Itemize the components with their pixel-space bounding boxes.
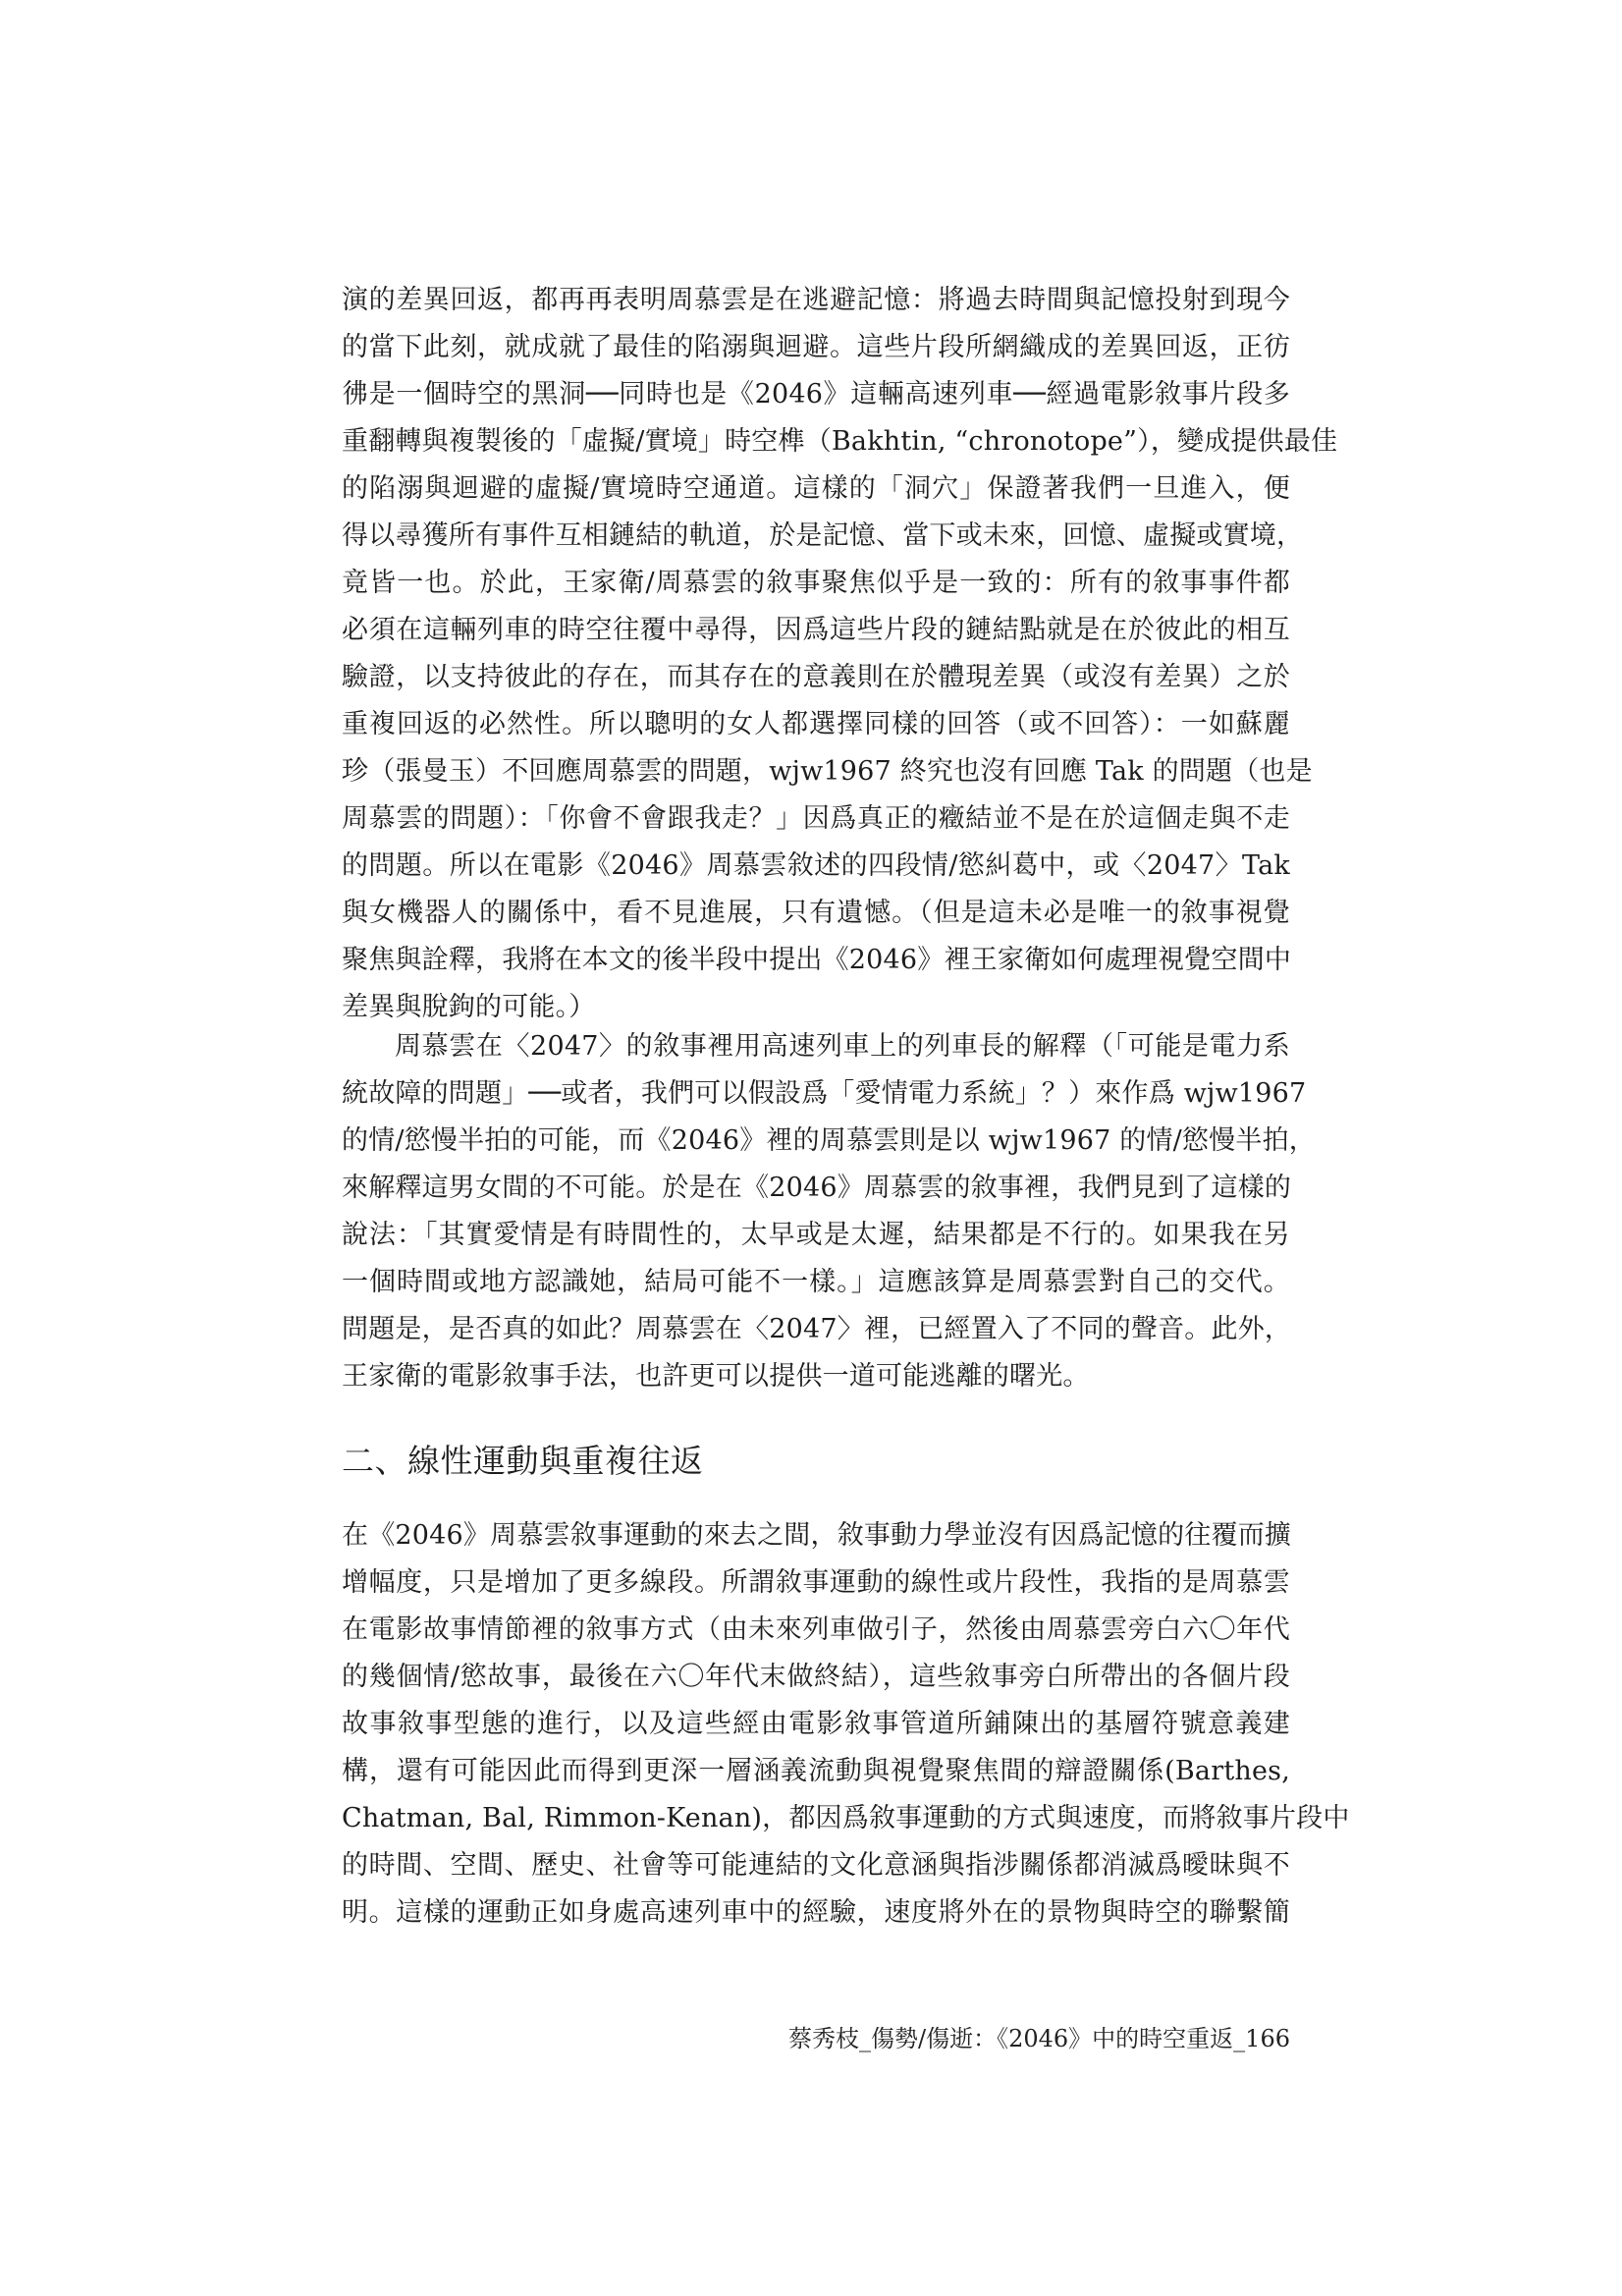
text-line: 一個時間或地方認識她，結局可能不一樣。」這應該算是周慕雲對自己的交代。: [342, 1267, 1290, 1297]
text-line: 統故障的問題」──或者，我們可以假設爲「愛情電力系統」？）來作爲 wjw1967: [342, 1078, 1307, 1109]
text-line: 演的差異回返，都再再表明周慕雲是在逃避記憶：將過去時間與記憶投射到現今: [342, 285, 1290, 315]
text-line: 王家衛的電影敘事手法，也許更可以提供一道可能逃離的曙光。: [342, 1361, 1090, 1392]
text-line: 在電影故事情節裡的敘事方式（由未來列車做引子，然後由周慕雲旁白六〇年代: [342, 1614, 1290, 1645]
text-line: 的問題。所以在電影《2046》周慕雲敘述的四段情/慾糾葛中，或〈2047〉Tak: [342, 850, 1290, 881]
text-line: 周慕雲的問題）：「你會不會跟我走？」因爲真正的癥結並不是在於這個走與不走: [342, 803, 1290, 834]
text-line: 的陷溺與迴避的虛擬/實境時空通道。這樣的「洞穴」保證著我們一旦進入，便: [342, 473, 1290, 504]
text-line: 明。這樣的運動正如身處高速列車中的經驗，速度將外在的景物與時空的聯繫簡: [342, 1897, 1290, 1928]
text-line: 驗證，以支持彼此的存在，而其存在的意義則在於體現差異（或沒有差異）之於: [342, 662, 1290, 692]
text-line: 故事敘事型態的進行，以及這些經由電影敘事管道所鋪陳出的基層符號意義建: [342, 1709, 1290, 1739]
body-paragraph-3: [342, 1512, 1350, 1937]
text-line: 構，還有可能因此而得到更深一層涵義流動與視覺聚焦間的辯證關係(Barthes,: [342, 1756, 1290, 1786]
text-line: 周慕雲在〈2047〉的敘事裡用高速列車上的列車長的解釋（「可能是電力系: [395, 1031, 1290, 1062]
text-line: 說法：「其實愛情是有時間性的，太早或是太遲，結果都是不行的。如果我在另: [342, 1220, 1290, 1250]
text-line: 增幅度，只是增加了更多線段。所謂敘事運動的線性或片段性，我指的是周慕雲: [342, 1567, 1290, 1598]
text-line: 在《2046》周慕雲敘事運動的來去之間，敘事動力學並沒有因爲記憶的往覆而擴: [342, 1520, 1292, 1551]
text-line: 重翻轉與複製後的「虛擬/實境」時空榫（Bakhtin, “chronotope”），變成提供最佳: [342, 426, 1338, 457]
text-line: 彿是一個時空的黑洞──同時也是《2046》這輛高速列車──經過電影敘事片段多: [342, 379, 1290, 410]
text-line: 差異與脫鉤的可能。）: [342, 992, 596, 1022]
text-line: 必須在這輛列車的時空往覆中尋得，因爲這些片段的鏈結點就是在於彼此的相互: [342, 615, 1290, 645]
text-line: 的情/慾慢半拍的可能，而《2046》裡的周慕雲則是以 wjw1967 的情/慾慢半拍，: [342, 1125, 1316, 1156]
body-paragraph-2: [342, 1023, 1316, 1400]
text-line: 聚焦與詮釋，我將在本文的後半段中提出《2046》裡王家衛如何處理視覺空間中: [342, 945, 1292, 975]
text-line: 與女機器人的關係中，看不見進展，只有遺憾。（但是這未必是唯一的敘事視覺: [342, 898, 1290, 928]
text-line: 的幾個情/慾故事，最後在六〇年代末做終結），這些敘事旁白所帶出的各個片段: [342, 1662, 1290, 1692]
text-line: 來解釋這男女間的不可能。於是在《2046》周慕雲的敘事裡，我們見到了這樣的: [342, 1173, 1292, 1203]
text-line: 重複回返的必然性。所以聰明的女人都選擇同樣的回答（或不回答）：一如蘇麗: [342, 709, 1290, 739]
text-line: 竟皆一也。於此，王家衛/周慕雲的敘事聚焦似乎是一致的：所有的敘事事件都: [342, 568, 1290, 598]
text-line: 得以尋獲所有事件互相鏈結的軌道，於是記憶、當下或未來，回憶、虛擬或實境，: [342, 520, 1304, 551]
section-heading: 二、線性運動與重複往返: [342, 1442, 704, 1480]
text-line: 的時間、空間、歷史、社會等可能連結的文化意涵與指涉關係都消滅爲曖昧與不: [342, 1850, 1290, 1881]
running-footer: 蔡秀枝_傷勢/傷逝：《2046》中的時空重返_166: [788, 2025, 1290, 2052]
body-paragraph-1: [342, 277, 1338, 1031]
text-line: 珍（張曼玉）不回應周慕雲的問題，wjw1967 終究也沒有回應 Tak 的問題（也是: [342, 756, 1313, 787]
text-line: Chatman, Bal, Rimmon-Kenan)，都因爲敘事運動的方式與速度，而將敘事片段中: [342, 1803, 1350, 1833]
text-line: 問題是，是否真的如此？周慕雲在〈2047〉裡，已經置入了不同的聲音。此外，: [342, 1314, 1292, 1344]
text-line: 的當下此刻，就成就了最佳的陷溺與迴避。這些片段所網織成的差異回返，正彷: [342, 332, 1290, 362]
